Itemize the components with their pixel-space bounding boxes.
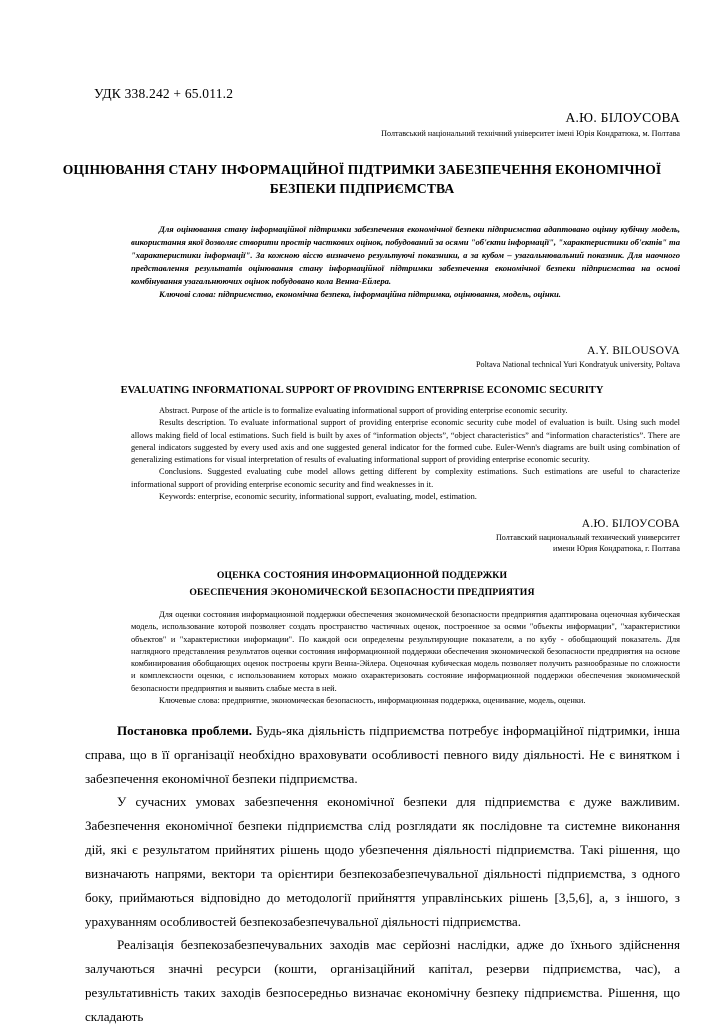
abstract-russian [131,609,680,707]
body-paragraph-1-text: Будь-яка діяльність підприємства потребує інформаційної підтримки, інша справа, що в її організації необхідно враховувати особливості певного виду діяльності. Не є винятком і забезпечення економічної безпеки підприємства. [85,723,680,786]
author-name-english: A.Y. BILOUSOVA [587,345,680,357]
body-paragraph-1 [85,719,680,790]
abstract-english-results: Results description. To evaluate informational support of providing enterprise economic security cube model of evaluation is built. Using such model allows making field of local estimations. Such field is built by axes of “information objects”, “object characteristics” and “information characteristics”. There are general indicators suggested by every used axis and one suggested general indicator for the formed cube. Euler-Wenn's diagrams are built using combination of generalizing estimations for visual interpretation of results of evaluating informational support of providing enterprise economic security. [131,418,680,464]
paper-title-ukrainian: ОЦІНЮВАННЯ СТАНУ ІНФОРМАЦІЙНОЇ ПІДТРИМКИ ЗАБЕЗПЕЧЕННЯ ЕКОНОМІЧНОЇ БЕЗПЕКИ ПІДПРИЄМСТВА [62,162,662,197]
paper-title-russian [44,568,680,601]
author-block-ukrainian [381,110,680,140]
author-block-english [476,345,680,371]
author-affiliation-russian-line1: Полтавский национальный технический университет [495,533,680,542]
author-name-russian: А.Ю. БІЛОУСОВА [581,518,680,530]
abstract-english [131,405,680,503]
paper-title-russian-line2: ОБЕСПЕЧЕНИЯ ЭКОНОМИЧЕСКОЙ БЕЗОПАСНОСТИ ПРЕДПРИЯТИЯ [189,586,535,598]
abstract-ukrainian-text: Для оцінювання стану інформаційної підтримки забезпечення економічної безпеки підприємства адаптовано оцінну кубічну модель, використання якої дозволяє створити простір часткових оцінок, побудований за осями "об'єкти інформації", "характеристики об'єктів" та "характеристики інформації". За кожною віссю визначено результуючі показники, а за кубом – узагальнювальний показник. Для наочного представлення результатів оцінювання стану інформаційної підтримки забезпечення економічної безпеки підприємства на основі комбінування узагальнюючих оцінок побудовано кола Венна-Ейлера. [131,224,680,287]
keywords-russian: Ключевые слова: предприятие, экономическая безопасность, информационная поддержка, оценивание, модель, оценки. [159,695,586,705]
body-content [85,719,680,1024]
udc-code: УДК 338.242 + 65.011.2 [94,86,234,101]
author-affiliation-english: Poltava National technical Yuri Kondratyuk university, Poltava [476,360,680,369]
paper-title-english: EVALUATING INFORMATIONAL SUPPORT OF PROVIDING ENTERPRISE ECONOMIC SECURITY [120,385,604,396]
section-heading-problem-statement: Постановка проблеми. [117,723,253,738]
author-affiliation-ukrainian: Полтавський національний технічний університет імені Юрія Кондратюка, м. Полтава [381,129,680,138]
body-paragraph-3: Реалізація безпекозабезпечувальних заходів має серйозні наслідки, адже до їхнього здійснення залучаються значні ресурси (кошти, організаційний капітал, резерви підприємства, час), а результативність таких заходів безпосередньо визначає економічну безпеку підприємства. Рішення, що складають [85,937,680,1024]
keywords-english: Keywords: enterprise, economic security, informational support, evaluating, model, estimation. [159,491,477,501]
keywords-ukrainian: Ключові слова: підприємство, економічна безпека, інформаційна підтримка, оцінювання, модель, оцінки. [159,289,561,300]
abstract-english-conclusions: Conclusions. Suggested evaluating cube model allows getting different by complexity estimations. Such estimations are useful to characterize informational support of providing enterprise economic security and find weaknesses in it. [131,467,680,489]
author-name-ukrainian: А.Ю. БІЛОУСОВА [565,110,680,125]
abstract-english-purpose: Abstract. Purpose of the article is to formalize evaluating informational support of providing enterprise economic security. [159,406,568,415]
abstract-russian-text: Для оценки состояния информационной поддержки обеспечения экономической безопасности предприятия адаптирована оценочная кубическая модель, использование которой позволяет создать пространство частичных оценок, построенное за осями "объекты информации", "характеристики объектов" и "характеристики информации". По каждой оси определены результирующие показатели, а по кубу - обобщающий показатель. Для наглядного представления результатов оценки состояния информационной поддержки обеспечения экономической безопасности предприятия на основе комбинирования обобщающих оценок построены круги Венна-Эйлера. Оценочная кубическая модель позволяет получить разнообразные по сложности и комплексности оценки, с использованием которых можно охарактеризовать состояние информационной поддержки обеспечения экономической безопасности предприятия и выявить слабые места в ней. [131,610,680,693]
paper-title-russian-line1: ОЦЕНКА СОСТОЯНИЯ ИНФОРМАЦИОННОЙ ПОДДЕРЖКИ [216,570,508,581]
author-block-russian [430,518,680,554]
abstract-ukrainian [131,223,680,301]
body-paragraph-2: У сучасних умовах забезпечення економічної безпеки для підприємства є дуже важливим. Забезпечення економічної безпеки підприємства слід розглядати як послідовне та системне виконання дій, які є результатом прийнятих рішень щодо убезпечення діяльності підприємства. Такі рішення, що визначають напрями, вектори та орієнтири безпекозабезпечувальної діяльності підприємства, з одного боку, приймаються відповідно до методології прийняття управлінських рішень [3,5,6], а, з іншого, з урахуванням особливостей безпекозабезпечувальної діяльності підприємства. [85,794,680,929]
author-affiliation-russian-line2: имени Юрия Кондратюка, г. Полтава [553,543,680,553]
